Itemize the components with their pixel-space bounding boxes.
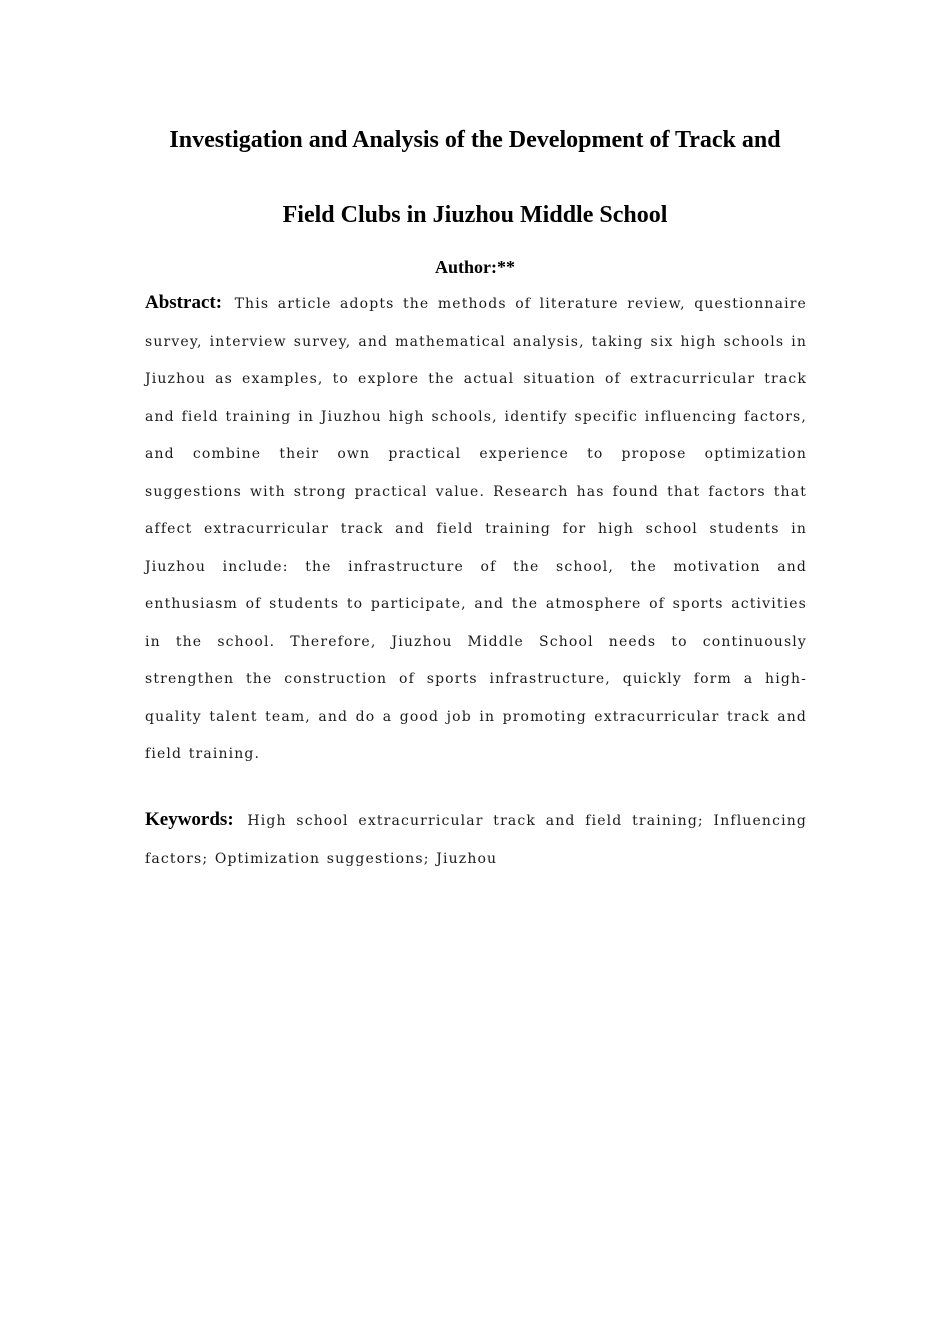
keywords-text: High school extracurricular track and field training; Influencing factors; Optimization suggestions; Jiuzhou <box>145 813 807 867</box>
abstract-text: This article adopts the methods of literature review, questionnaire survey, interview survey, and mathematical analysis, taking six high schools in Jiuzhou as examples, to explore the actual situation of extracurricular track and field training in Jiuzhou high schools, identify specific influencing factors, and combine their own practical experience to propose optimization suggestions with strong practical value. Research has found that factors that affect extracurricular track and field training for high school students in Jiuzhou include: the infrastructure of the school, the motivation and enthusiasm of students to participate, and the atmosphere of sports activities in the school. Therefore, Jiuzhou Middle School needs to continuously strengthen the construction of sports infrastructure, quickly form a high-quality talent team, and do a good job in promoting extracurricular track and field training. <box>145 296 807 762</box>
abstract-paragraph <box>145 284 807 774</box>
keywords-label: Keywords: <box>145 809 234 830</box>
paper-title-line-1: Investigation and Analysis of the Development of Track and <box>169 127 781 153</box>
abstract-label: Abstract: <box>145 292 223 313</box>
author-line: Author:** <box>435 257 515 277</box>
keywords-paragraph <box>145 801 807 878</box>
paper-title-line-2: Field Clubs in Jiuzhou Middle School <box>282 202 668 228</box>
